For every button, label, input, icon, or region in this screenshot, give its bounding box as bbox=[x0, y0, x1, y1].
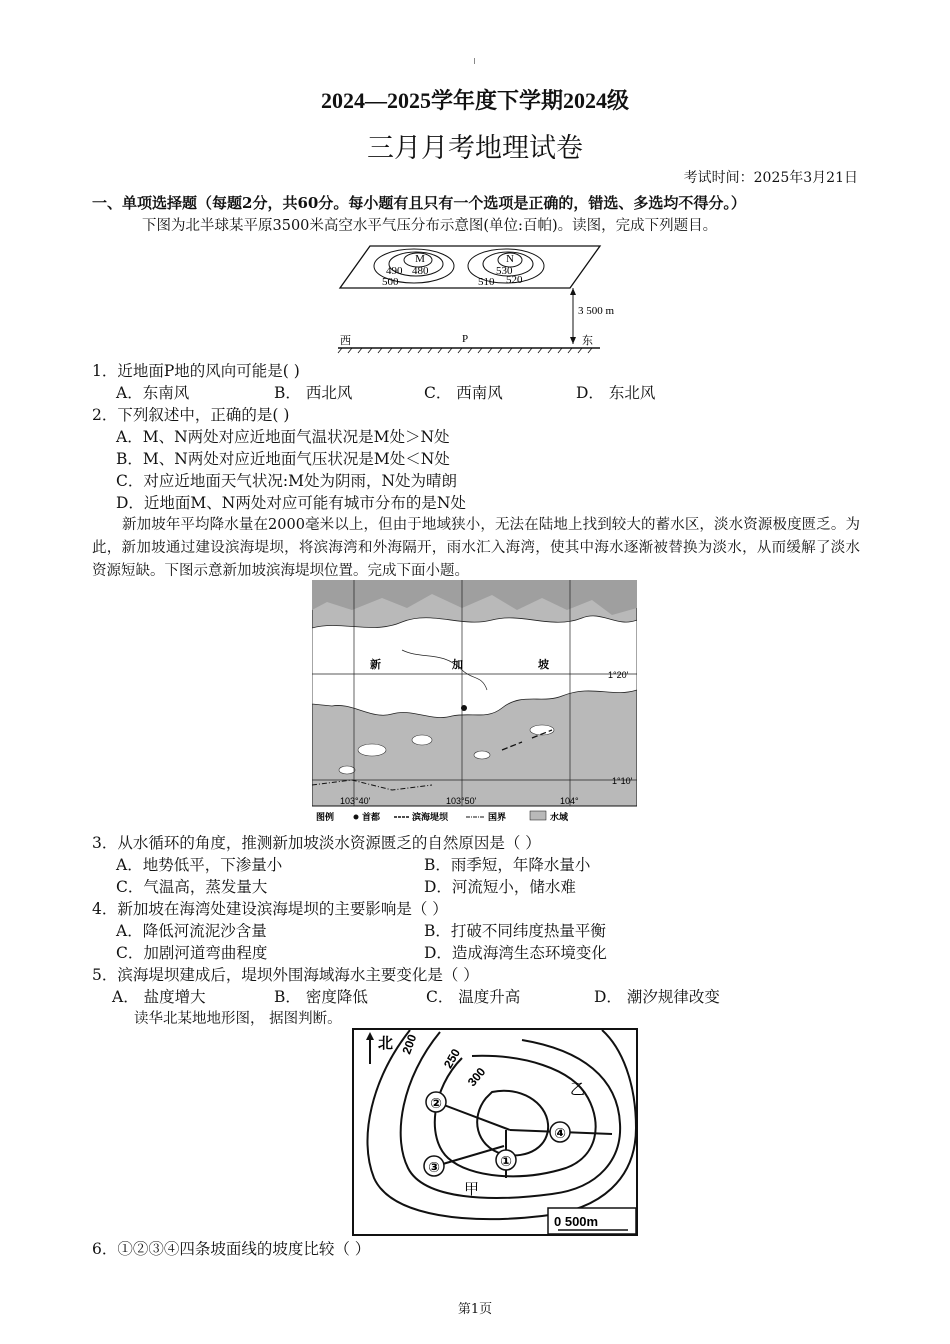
q4-option-b[interactable]: B．打破不同纬度热量平衡 bbox=[424, 922, 606, 940]
q3-option-a[interactable]: A．地势低平，下渗量小 bbox=[116, 856, 283, 874]
legend-title: 图例 bbox=[316, 813, 335, 823]
q4-stem: 4．新加坡在海湾处建设滨海堤坝的主要影响是（ ） bbox=[92, 900, 448, 918]
lat-label-1-20: 1°20' bbox=[608, 670, 629, 680]
q2-stem: 2．下列叙述中，正确的是( ) bbox=[92, 406, 290, 424]
isobar-520: 520 bbox=[506, 274, 523, 286]
isobar-480: 480 bbox=[412, 265, 429, 277]
q1-stem: 1．近地面P地的风向可能是( ) bbox=[92, 362, 300, 380]
page-number: 第1页 bbox=[457, 1302, 493, 1317]
intro-text-1: 下图为北半球某平原3500米高空水平气压分布示意图(单位:百帕)。读图，完成下列题目。 bbox=[142, 218, 718, 234]
label-east: 东 bbox=[582, 334, 593, 347]
q1-option-b[interactable]: B． 西北风 bbox=[274, 384, 353, 402]
label-P: P bbox=[462, 333, 469, 345]
q3-stem: 3．从水循环的角度，推测新加坡淡水资源匮乏的自然原因是（ ） bbox=[92, 834, 541, 852]
lat-label-1-10: 1°10' bbox=[612, 776, 633, 786]
legend-dam: 滨海堤坝 bbox=[412, 813, 449, 823]
q5-option-a[interactable]: A． 盐度增大 bbox=[112, 988, 206, 1006]
marker-4: ④ bbox=[554, 1126, 566, 1142]
height-label: 3 500 m bbox=[578, 305, 615, 317]
label-N: N bbox=[506, 253, 514, 265]
q3-option-c[interactable]: C．气温高，蒸发量大 bbox=[116, 878, 268, 896]
place-jia: 甲 bbox=[464, 1180, 480, 1198]
exam-subtitle: 三月月考地理试卷 bbox=[367, 133, 583, 164]
lon-label-103-50: 103°50' bbox=[446, 796, 477, 806]
q1-option-c[interactable]: C． 西南风 bbox=[424, 384, 503, 402]
north-label: 北 bbox=[378, 1034, 394, 1052]
section-heading: 一、单项选择题（每题2分，共60分。每小题有且只有一个选项是正确的，错选、多选均不得分。） bbox=[92, 194, 746, 212]
q4-option-a[interactable]: A．降低河流泥沙含量 bbox=[116, 922, 267, 940]
contour-250: 250 bbox=[440, 1046, 464, 1071]
map-text-jia: 加 bbox=[452, 658, 463, 671]
singapore-paragraph: 新加坡年平均降水量在2000毫米以上，但由于地域狭小，无法在陆地上找到较大的蓄水区，淡水资源极度匮乏。为此，新加坡通过建设滨海堤坝，将滨海湾和外海隔开，雨水汇入海湾，使其中海水逐渐被替换为淡水，从而缓解了淡水资源短缺。下图示意新加坡滨海堤坝位置。完成下面小题。 bbox=[92, 517, 860, 579]
legend-border: 国界 bbox=[488, 813, 507, 823]
lon-label-104: 104° bbox=[560, 796, 579, 806]
exam-time: 考试时间：2025年3月21日 bbox=[683, 170, 858, 186]
label-west: 西 bbox=[340, 334, 351, 347]
marker-3: ③ bbox=[428, 1160, 440, 1176]
isobar-490: 490 bbox=[386, 265, 403, 277]
marker-1: ① bbox=[500, 1154, 512, 1170]
q1-option-d[interactable]: D． 东北风 bbox=[576, 384, 656, 402]
contour-200: 200 bbox=[399, 1032, 420, 1057]
lon-label-103-40: 103°40' bbox=[340, 796, 371, 806]
q3-option-b[interactable]: B．雨季短，年降水量小 bbox=[424, 856, 591, 874]
q2-option-c[interactable]: C．对应近地面天气状况:M处为阴雨，N处为晴朗 bbox=[116, 472, 458, 490]
q4-option-c[interactable]: C．加剧河道弯曲程度 bbox=[116, 944, 268, 962]
q5-option-d[interactable]: D． 潮汐规律改变 bbox=[594, 988, 720, 1006]
contour-map bbox=[352, 1028, 638, 1236]
map-text-xin: 新 bbox=[370, 658, 381, 671]
isobar-530: 530 bbox=[496, 265, 513, 277]
header-mark bbox=[474, 58, 475, 64]
q2-option-a[interactable]: A．M、N两处对应近地面气温状况是M处＞N处 bbox=[116, 428, 450, 446]
q2-option-b[interactable]: B．M、N两处对应近地面气压状况是M处＜N处 bbox=[116, 450, 450, 468]
singapore-map bbox=[312, 580, 637, 824]
legend-capital: 首都 bbox=[362, 813, 381, 823]
scale-label: 0 500m bbox=[554, 1214, 599, 1229]
q1-option-a[interactable]: A．东南风 bbox=[116, 384, 190, 402]
pressure-diagram bbox=[330, 238, 620, 354]
q5-option-c[interactable]: C． 温度升高 bbox=[426, 988, 521, 1006]
q3-option-d[interactable]: D．河流短小，储水难 bbox=[424, 878, 576, 896]
q2-option-d[interactable]: D．近地面M、N两处对应可能有城市分布的是N处 bbox=[116, 494, 466, 512]
isobar-510: 510 bbox=[478, 276, 495, 288]
q4-option-d[interactable]: D．造成海湾生态环境变化 bbox=[424, 944, 607, 962]
exam-title: 2024—2025学年度下学期2024级 bbox=[320, 88, 629, 113]
marker-2: ② bbox=[430, 1096, 442, 1112]
isobar-500: 500 bbox=[382, 276, 399, 288]
q5-stem: 5．滨海堤坝建成后，堤坝外围海域海水主要变化是（ ） bbox=[92, 966, 479, 984]
map-text-po: 坡 bbox=[538, 658, 549, 671]
q5-option-b[interactable]: B． 密度降低 bbox=[274, 988, 368, 1006]
place-yi: 乙 bbox=[570, 1080, 586, 1098]
legend-water: 水域 bbox=[550, 813, 569, 823]
intro-text-3: 读华北某地地形图， 据图判断。 bbox=[134, 1011, 342, 1027]
label-M: M bbox=[415, 253, 425, 265]
contour-300: 300 bbox=[464, 1064, 489, 1090]
q6-stem: 6．①②③④四条坡面线的坡度比较（ ） bbox=[92, 1240, 371, 1258]
